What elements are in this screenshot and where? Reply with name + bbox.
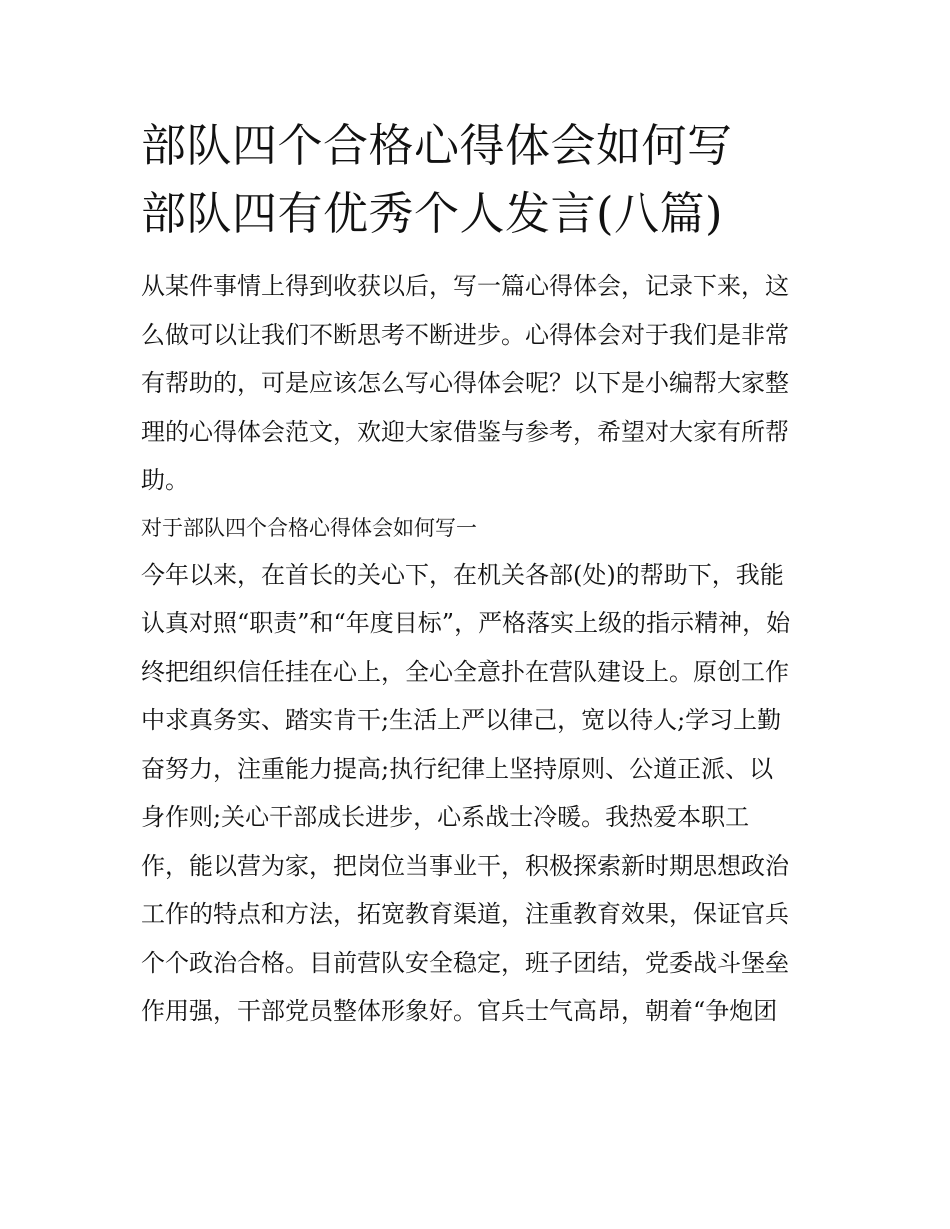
intro-line-3: 有帮助的，可是应该怎么写心得体会呢？以下是小编帮大家整 [141,369,789,397]
section-heading: 对于部队四个合格心得体会如何写一 [141,515,477,540]
document-title [141,112,813,248]
section-line-7: 作，能以营为家，把岗位当事业干，积极探索新时期思想政治 [141,851,789,880]
intro-line-1: 从某件事情上得到收获以后，写一篇心得体会，记录下来，这 [141,272,789,300]
intro-paragraph [141,262,813,505]
section-line-9: 个个政治合格。目前营队安全稳定，班子团结，党委战斗堡垒 [141,948,789,977]
intro-line-4: 理的心得体会范文，欢迎大家借鉴与参考，希望对大家有所帮 [141,417,789,446]
section-line-1: 今年以来，在首长的关心下，在机关各部(处)的帮助下，我能 [141,560,784,589]
document-page [141,112,813,1036]
section-line-10: 作用强，干部党员整体形象好。官兵士气高昂，朝着“争炮团 [141,997,778,1025]
section-paragraph [141,551,813,1036]
intro-line-2: 么做可以让我们不断思考不断进步。心得体会对于我们是非常 [141,320,789,349]
title-line-2: 部队四有优秀个人发言(八篇) [141,187,724,240]
section-line-2: 认真对照“职责”和“年度目标”，严格落实上级的指示精神，始 [141,609,791,637]
section-line-8: 工作的特点和方法，拓宽教育渠道，注重教育效果，保证官兵 [141,900,789,928]
section-line-3: 终把组织信任挂在心上，全心全意扑在营队建设上。原创工作 [141,657,789,686]
title-line-1: 部队四个合格心得体会如何写 [141,119,733,172]
section-line-6: 身作则;关心干部成长进步，心系战士冷暖。我热爱本职工 [141,803,750,831]
section-line-5: 奋努力，注重能力提高;执行纪律上坚持原则、公道正派、以 [141,754,774,783]
intro-line-5: 助。 [141,466,189,494]
section-line-4: 中求真务实、踏实肯干;生活上严以律己，宽以待人;学习上勤 [141,706,782,734]
